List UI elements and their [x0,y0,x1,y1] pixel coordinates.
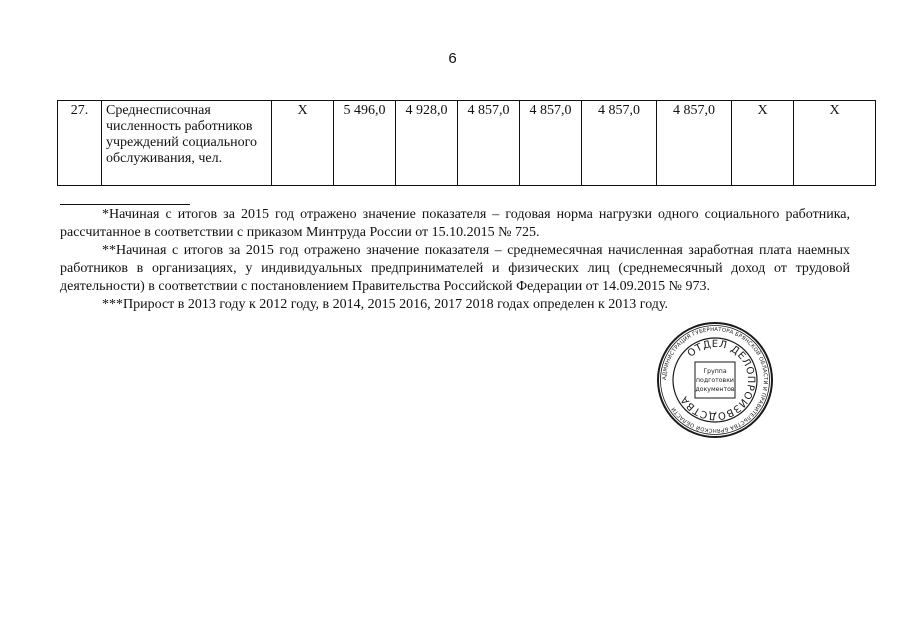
footnote-divider [60,204,190,205]
table-cell: 4 857,0 [458,101,520,186]
footnote-2: **Начиная с итогов за 2015 год отражено значение показателя – среднемесячная начисленная заработная плата наемных работников в организациях, у индивидуальных предпринимателей и физических лиц (среднемесячный доход от трудовой деятельности) в соответствии с постановлением Правительства Российской Федерации от 14.09.2015 № 973. [60,243,850,294]
table-row [58,101,876,186]
footnote-3: ***Прирост в 2013 году к 2012 году, в 2014, 2015 2016, 2017 2018 годах определен к 2013 году. [102,297,669,312]
stamp-outer-text: АДМИНИСТРАЦИЯ ГУБЕРНАТОРА БРЯНСКОЙ ОБЛАСТИ И ПРАВИТЕЛЬСТВА БРЯНСКОЙ ОБЛАСТИ [661,326,769,434]
page-number: 6 [448,50,457,67]
stamp-center-line-2: подготовки [696,377,734,384]
stamp-center-line-1: Группа [703,368,727,375]
stamp-inner-text: ОТДЕЛ ДЕЛОПРОИЗВОДСТВА [678,338,757,422]
table-cell: 4 857,0 [520,101,582,186]
table-cell: 4 928,0 [396,101,458,186]
data-table [57,100,876,186]
table-cell: 5 496,0 [334,101,396,186]
stamp-center-line-3: документов [695,386,735,393]
table-cell: Х [732,101,794,186]
footnotes [60,206,850,314]
table-cell: Х [272,101,334,186]
seal-stamp-icon [655,320,775,440]
row-index: 27. [58,101,102,186]
seal-stamp [655,320,775,440]
footnote-1: *Начиная с итогов за 2015 год отражено значение показателя – годовая норма нагрузки одного социального работника, рассчитанное в соответствии с приказом Минтруда России от 15.10.2015 № 725. [60,207,850,240]
table-cell: Х [794,101,876,186]
table-cell: 4 857,0 [582,101,657,186]
indicator-name: Среднесписочная численность работников учреждений социального обслуживания, чел. [102,101,272,186]
table-cell: 4 857,0 [657,101,732,186]
